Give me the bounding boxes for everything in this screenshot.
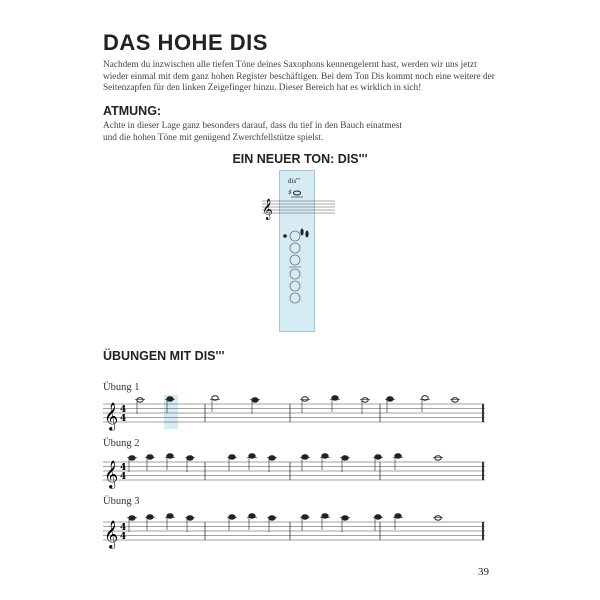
time-signature: 4: [120, 532, 127, 542]
intro-paragraph: Nachdem du inzwischen alle tiefen Töne deines Saxophons kennengelernt hast, werden wir uns jetzt wieder einmal mit dem ganz hohen Register beschäftigen. Bei dem Ton Dis kommt noch eine weitere der Seitenzapfen für den linken Zeigefinger hinzu. Dieser Bereich hat es wirklich in sich!: [103, 60, 495, 93]
note-label: dis''': [288, 177, 300, 185]
atmung-text: Achte in dieser Lage ganz besonders darauf, dass du tief in den Bauch einatmest und die hohen Töne mit genügend Zwerchfellstütze spielst.: [103, 121, 402, 143]
time-signature: 4: [120, 405, 127, 415]
note: [147, 515, 153, 519]
note: [362, 398, 368, 402]
treble-clef-icon: 𝄞: [262, 199, 273, 220]
new-tone-heading: EIN NEUER TON: DIS''': [232, 152, 368, 166]
atmung-heading: ATMUNG:: [103, 104, 162, 118]
svg-text:♯: ♯: [288, 188, 292, 197]
note: [435, 456, 441, 460]
note: [147, 455, 153, 459]
treble-clef-icon: 𝄞: [104, 520, 119, 548]
note: [375, 515, 381, 519]
note: [129, 456, 135, 460]
note: [229, 515, 235, 519]
time-signature: 4: [120, 463, 127, 473]
note: [302, 455, 308, 459]
note: [229, 455, 235, 459]
note: [167, 397, 173, 401]
note: [187, 516, 193, 520]
exercise-1-label: Übung 1: [103, 382, 140, 393]
page-title: DAS HOHE DIS: [103, 30, 268, 55]
note: [435, 516, 441, 520]
exercise-2-label: Übung 2: [103, 438, 140, 449]
note: [342, 516, 348, 520]
time-signature: 4: [120, 523, 127, 533]
note: [302, 397, 308, 401]
time-signature: 4: [120, 414, 127, 424]
note: [252, 398, 258, 402]
exercises-heading: ÜBUNGEN MIT DIS''': [103, 349, 225, 363]
note: [452, 398, 458, 402]
time-signature: 4: [120, 472, 127, 482]
note: [137, 398, 143, 402]
note: [375, 455, 381, 459]
note: [302, 515, 308, 519]
treble-clef-icon: 𝄞: [104, 460, 119, 488]
treble-clef-icon: 𝄞: [104, 402, 119, 430]
note: [187, 456, 193, 460]
note: [387, 397, 393, 401]
note: [269, 456, 275, 460]
note: [129, 516, 135, 520]
page-number: 39: [478, 566, 489, 578]
note: [269, 516, 275, 520]
exercise-3-label: Übung 3: [103, 496, 140, 507]
note: [342, 456, 348, 460]
